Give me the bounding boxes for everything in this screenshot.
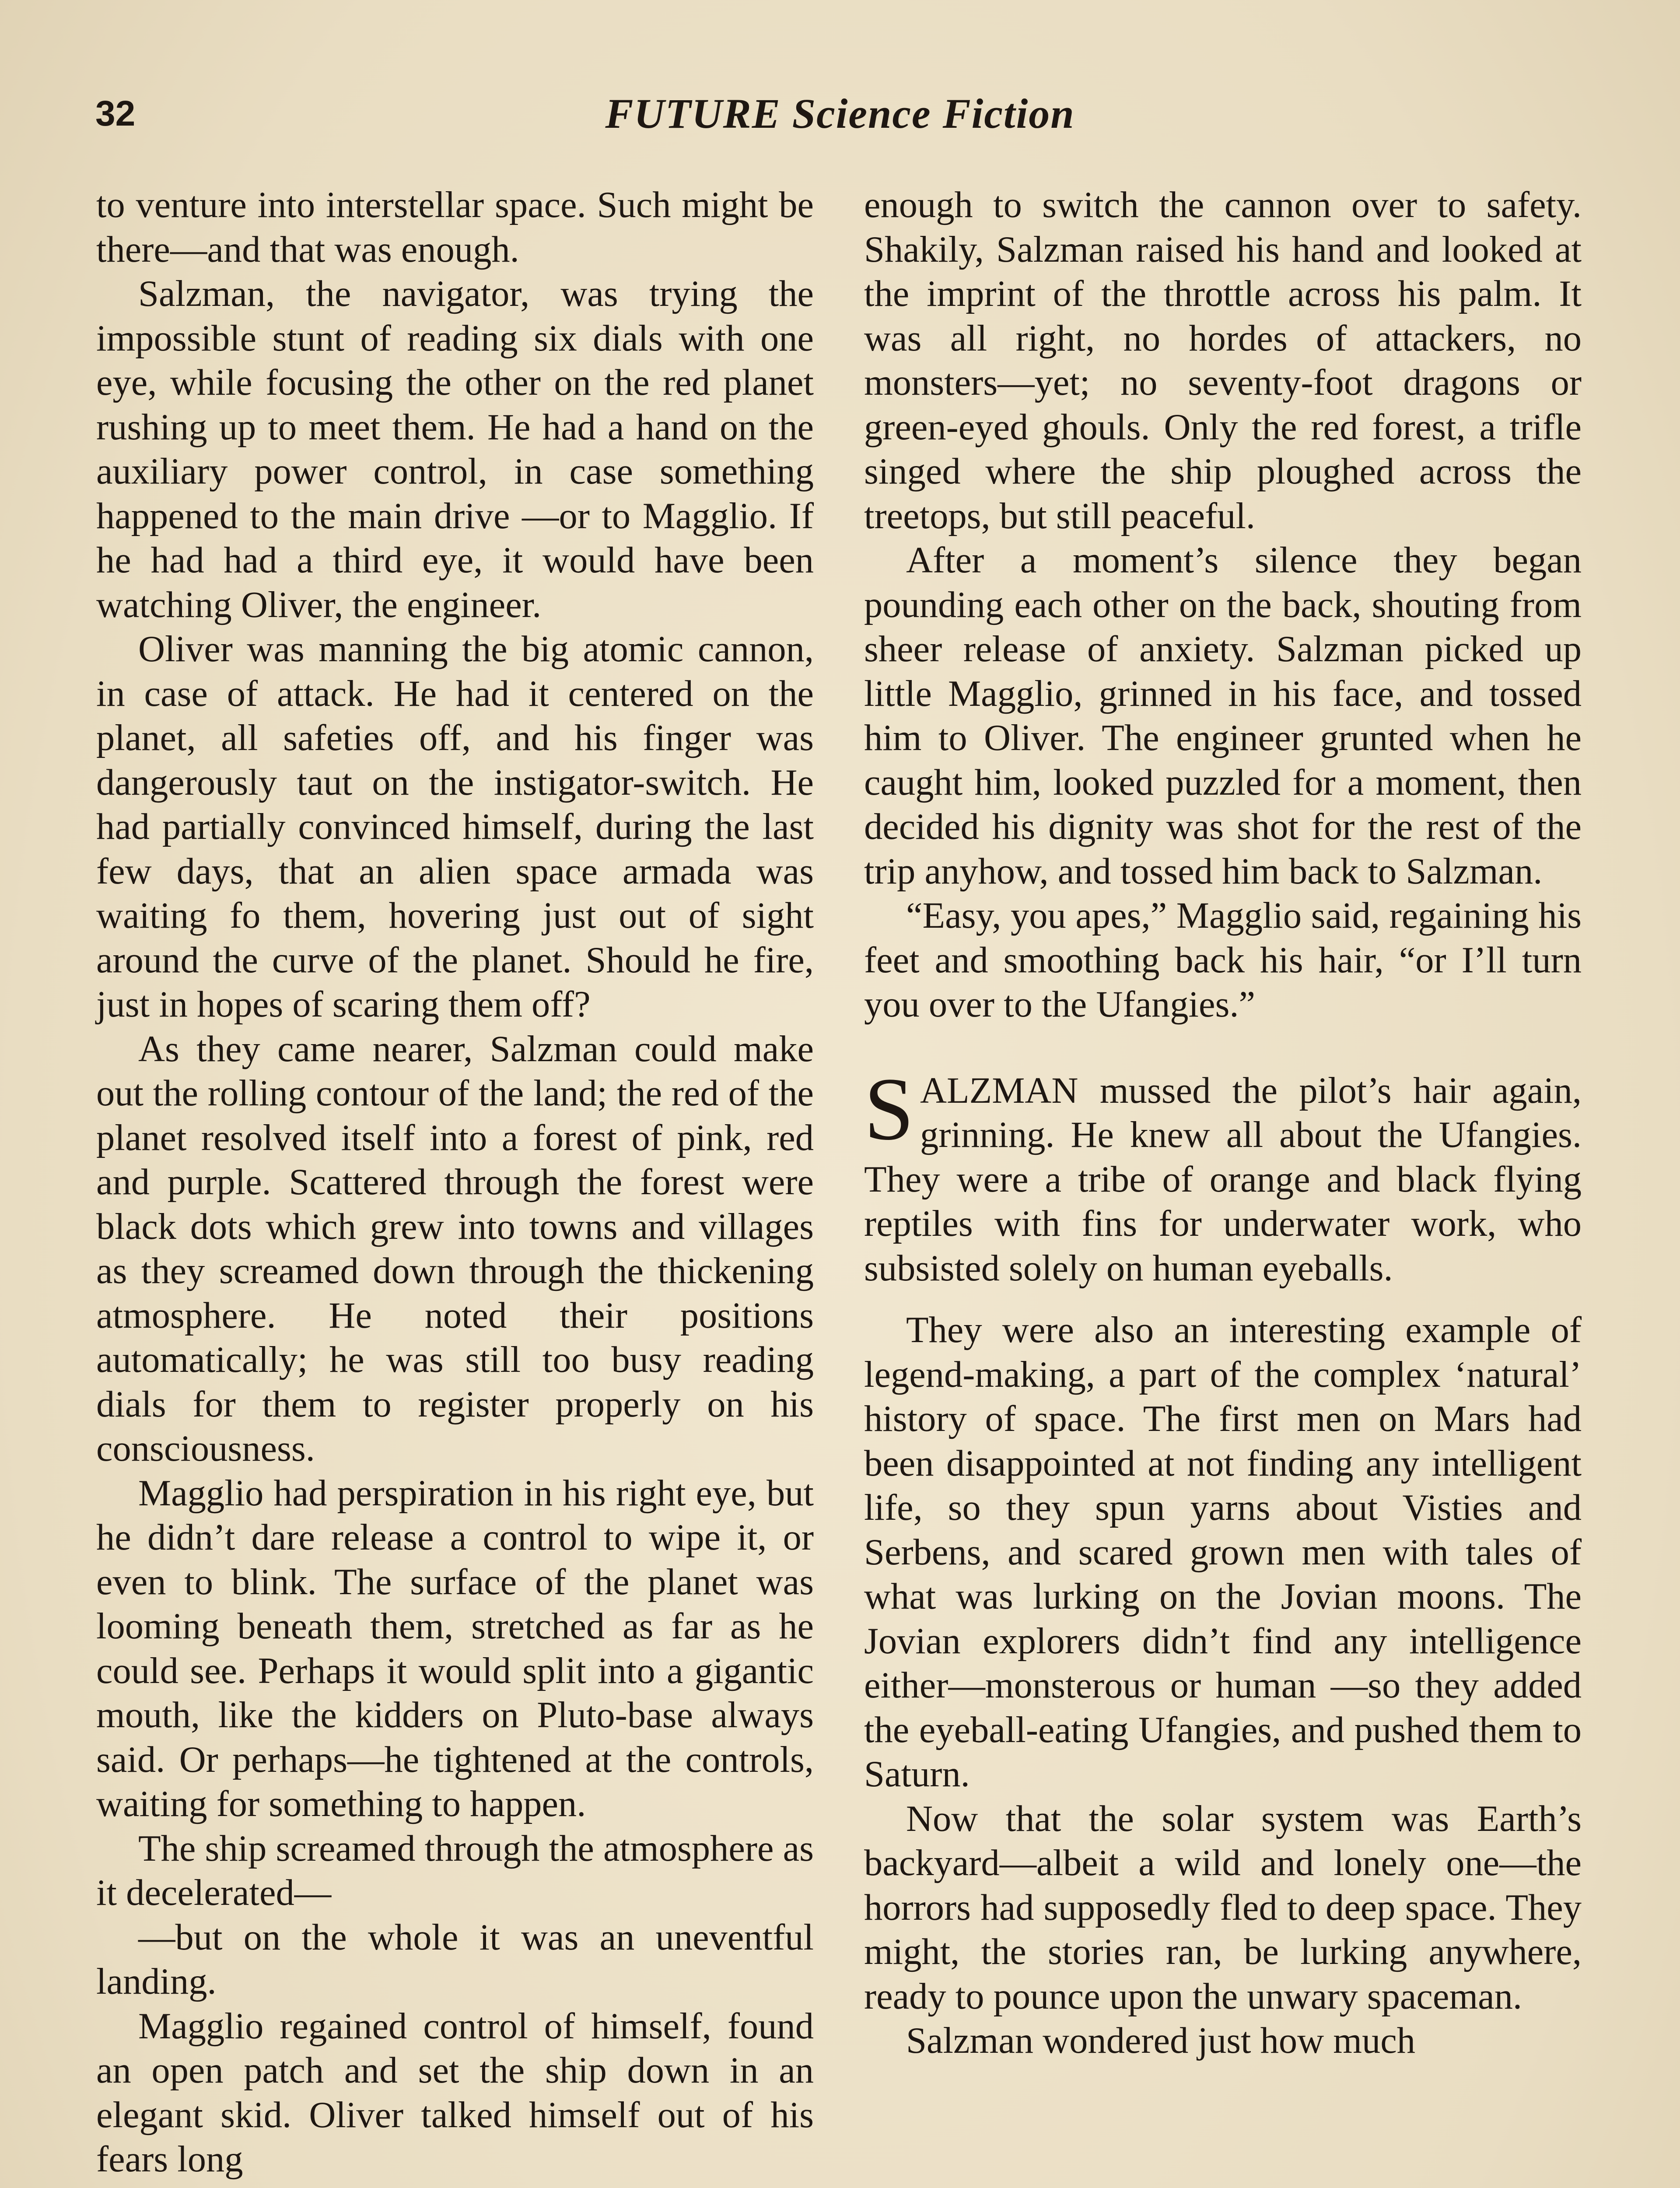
paragraph: Salzman wondered just how much [906,2020,1415,2061]
paragraph: They were also an interesting example of legend-making, a part of the complex ‘natural’ history of space. The first men on Mars had been disappointed at not finding any intelligent life, so they spun yarns about Visties and Serbens, and scared grown men with tales of what was lurking on the Jovian moons. The Jovian explorers didn’t find any intelligence either—monsterous or human —so they added the eyeball-eating Ufangies, and pushed them to Saturn. [864,1310,1582,1795]
paragraph: As they came nearer, Salzman could make out the rolling contour of the land; the red of the planet resolved itself into a forest of pink, red and purple. Scattered through the forest were black dots which grew into towns and villages as they screamed down through the thickening atmosphere. He noted their positions automatically; he was still too busy reading dials for them to register properly on his consciousness. [96,1028,814,1469]
paragraph: —but on the whole it was an uneventful landing. [96,1917,814,2002]
left-column [96,183,814,2182]
paragraph: After a moment’s silence they began pounding each other on the back, shouting from sheer release of anxiety. Salzman picked up little Magglio, grinned in his face, and tossed him to Oliver. The engineer grunted when he caught him, looked puzzled for a moment, then decided his dignity was shot for the rest of the trip anyhow, and tossed him back to Salzman. [864,540,1582,892]
right-column [864,183,1582,2063]
paragraph: enough to switch the cannon over to safety. Shakily, Salzman raised his hand and looked at the imprint of the throttle across his palm. It was all right, no hordes of attackers, no monsters—yet; no seventy-foot dragons or green-eyed ghouls. Only the red forest, a trifle singed where the ship ploughed across the treetops, but still peaceful. [864,185,1582,536]
paragraph: Salzman, the navigator, was trying the impossible stunt of reading six dials with one eye, while focusing the other on the red planet rushing up to meet them. He had a hand on the auxiliary power control, in case something happened to the main drive —or to Magglio. If he had had a third eye, it would have been watching Oliver, the engineer. [96,274,814,625]
paragraph: Oliver was manning the big atomic cannon, in case of attack. He had it centered on the planet, all safeties off, and his finger was dangerously taut on the instigator-switch. He had partially convinced himself, during the last few days, that an alien space armada was waiting fo them, hovering just out of sight around the curve of the planet. Should he fire, just in hopes of scaring them off? [96,629,814,1025]
page-number: 32 [95,94,136,133]
paragraph: Now that the solar system was Earth’s backyard—albeit a wild and lonely one—the horrors had supposedly fled to deep space. They might, the stories ran, be lurking anywhere, ready to pounce upon the unwary spaceman. [864,1798,1582,2017]
section-lead-text: ALZMAN mussed the pilot’s hair again, grinning. He knew all about the Ufangies. They were a tribe of orange and black flying reptiles with fins for underwater work, who subsisted solely on human eyeballs. [864,1070,1582,1289]
paragraph: Magglio regained control of himself, found an open patch and set the ship down in an elegant skid. Oliver talked himself out of his fears long [96,2006,814,2180]
drop-cap: S [864,1059,914,1159]
paragraph: Magglio had perspiration in his right eye, but he didn’t dare release a control to wipe it, or even to blink. The surface of the planet was looming beneath them, stretched as far as he could see. Perhaps it would split into a gigantic mouth, like the kidders on Pluto-base always said. Or perhaps—he tightened at the controls, waiting for something to happen. [96,1473,814,1824]
page-header [0,90,1680,138]
paragraph: to venture into interstellar space. Such might be there—and that was enough. [96,185,814,270]
paragraph: “Easy, you apes,” Magglio said, regaining his feet and smoothing back his hair, “or I’ll turn you over to the Ufangies.” [864,895,1582,1025]
paragraph: The ship screamed through the atmosphere as it decelerated— [96,1828,814,1913]
running-head: FUTURE Science Fiction [605,90,1075,137]
section-opening-paragraph [864,1059,1582,1291]
